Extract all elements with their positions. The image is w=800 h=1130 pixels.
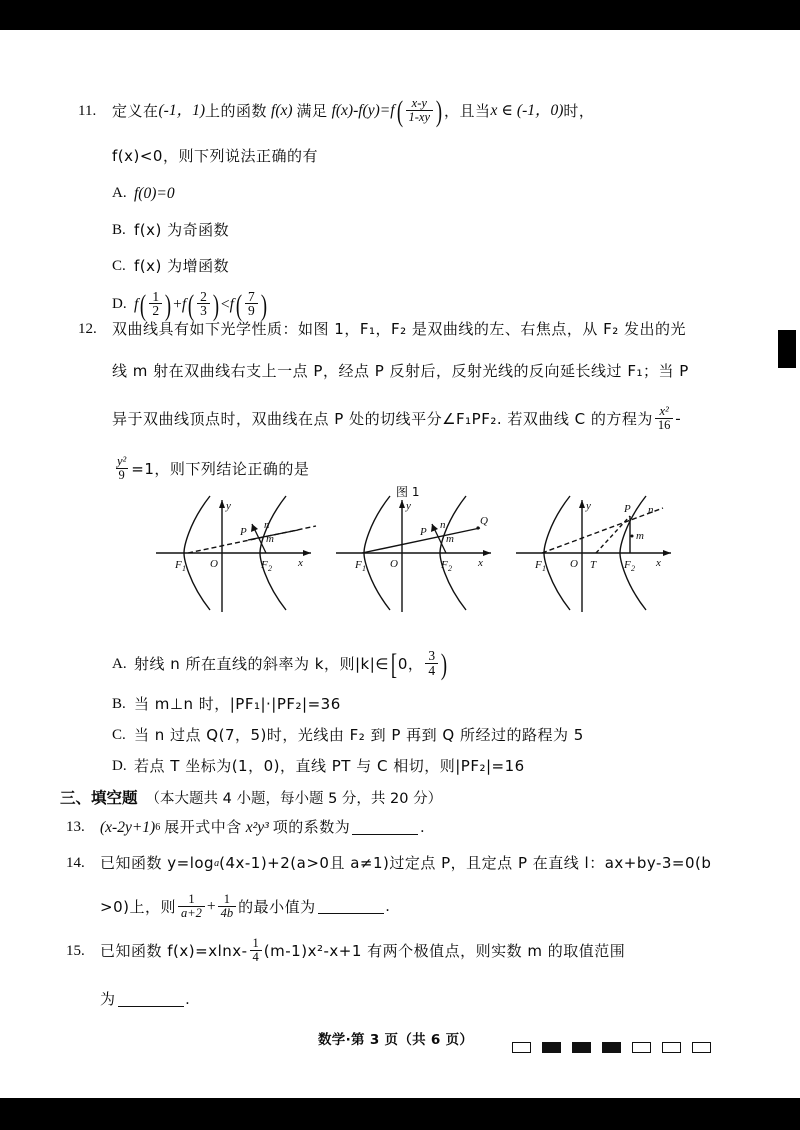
label-F1: F: [175, 559, 182, 571]
q13-exponent: 6: [155, 821, 161, 833]
q12-frac-y2-9: $\frac{\text{y²}}{9}$: [117, 454, 127, 482]
q11-option-c-letter: C.: [112, 257, 126, 274]
label-F2: F: [624, 559, 631, 571]
q11-option-a-text: f(0)=0: [134, 185, 175, 202]
svg-text:1: 1: [362, 564, 366, 573]
q13-answer-blank[interactable]: [352, 821, 418, 835]
label-P: P: [240, 526, 247, 538]
svg-text:2: 2: [448, 564, 452, 573]
q12-option-a-left-bound: 0，: [397, 654, 424, 673]
q11-equation: f(x)-f(y)=f: [331, 102, 395, 120]
q11-option-b-text: f(x) 为奇函数: [134, 220, 230, 239]
q12-option-c-text: 当 n 过点 Q(7，5)时，光线由 F₂ 到 P 再到 Q 所经过的路程为 5: [134, 726, 584, 744]
label-P: P: [624, 503, 631, 515]
q15-period: .: [185, 991, 190, 1008]
q11-in-symbol: ∈: [501, 102, 513, 120]
label-F2: F: [261, 559, 268, 571]
q15-line1-a: 已知函数 f(x)=xlnx-: [100, 941, 248, 960]
q12-option-a-text: 射线 n 所在直线的斜率为 k，则|k|∈: [134, 654, 389, 673]
q14-plus: +: [206, 898, 216, 916]
section-heading: 三、填空题: [60, 789, 138, 807]
q12-frac-x2-16: $\frac{\text{x²}}{16}$: [655, 405, 674, 431]
q12-option-c-letter: C.: [112, 727, 126, 743]
scan-marker: [662, 1042, 681, 1053]
q12-option-b-letter: B.: [112, 696, 126, 712]
q11-option-d-f2: f: [181, 295, 187, 313]
label-origin: O: [390, 558, 398, 570]
label-axis-y: y: [406, 500, 411, 512]
question-14-number: 14.: [66, 855, 85, 871]
q14-line2-a: >0)上，则: [100, 897, 176, 916]
question-13: [0, 820, 800, 836]
q11-option-c-text: f(x) 为增函数: [134, 256, 230, 275]
page-content: [0, 30, 800, 1098]
label-F1: F: [355, 559, 362, 571]
hyperbola-diagram-3: [508, 490, 684, 616]
label-m: m: [266, 533, 274, 545]
q15-answer-blank[interactable]: [118, 993, 184, 1007]
q14-frac-1: $\frac{1}{a+2}$: [178, 893, 205, 919]
label-n: n: [264, 519, 270, 531]
hyperbola-diagram-2: [328, 490, 504, 616]
q11-stem-a: 定义在: [112, 101, 159, 120]
section-heading-row: [60, 786, 442, 808]
q11-fraction: $\frac{x-y}{1-xy}$: [406, 97, 434, 123]
label-m: m: [446, 533, 454, 545]
q13-post-text: 项的系数为: [272, 818, 351, 837]
q14-log-base: a: [214, 857, 220, 869]
q15-line1-b: (m-1)x²-x+1 有两个极值点，则实数 m 的取值范围: [263, 941, 626, 960]
q14-frac-2: $\frac{1}{4b}$: [218, 893, 237, 919]
svg-text:2: 2: [631, 564, 635, 573]
label-axis-x: x: [298, 557, 303, 569]
scan-marker-group: [512, 1042, 711, 1053]
q12-line3: 异于双曲线顶点时，双曲线在点 P 处的切线平分∠F₁PF₂. 若双曲线 C 的方程为: [112, 409, 653, 428]
q15-line2-a: 为: [100, 990, 116, 1009]
question-13-number: 13.: [66, 819, 85, 836]
svg-text:1: 1: [542, 564, 546, 573]
question-15-number: 15.: [66, 942, 85, 959]
q13-mid-text: 展开式中含: [164, 818, 242, 837]
q11-option-d-letter: D.: [112, 296, 127, 312]
q14-line1-a: 已知函数 y=log: [100, 854, 215, 872]
label-P: P: [420, 526, 427, 538]
q12-option-a-frac: $\frac{3}{4}$: [425, 649, 438, 677]
q11-d-frac-2: $\frac{2}{3}$: [197, 290, 210, 318]
hyperbola-diagram-1: [148, 490, 324, 616]
top-scan-band: [0, 0, 800, 30]
q12-option-d-letter: D.: [112, 758, 127, 774]
label-axis-x: x: [478, 557, 483, 569]
q11-stem-b: 上的函数: [205, 101, 268, 120]
q14-line1-b: (4x-1)+2(a>0且 a≠1)过定点 P，且定点 P 在直线 l：ax+by-3=0(b: [219, 854, 712, 872]
minus-symbol: -: [675, 410, 681, 428]
question-11-number: 11.: [78, 102, 97, 119]
scan-marker: [692, 1042, 711, 1053]
q13-term: x²y³: [245, 819, 269, 836]
svg-text:2: 2: [268, 564, 272, 573]
label-T: T: [590, 559, 597, 571]
q11-stem-d: ，且当: [444, 101, 491, 120]
q15-frac: $\frac{1}{4}$: [250, 937, 262, 963]
scan-marker: [542, 1042, 561, 1053]
scan-marker: [512, 1042, 531, 1053]
label-origin: O: [570, 558, 578, 570]
question-11: 11. 定义在 (-1，1) 上的函数 f(x) 满足 f(x)-f(y)=f ( $\frac{x-y}{1-xy}$ ) ，且当 x ∈ (-1，0) 时， f(x)<0，则下列说法正确的有 A. f(0)=0 B. f(x) 为奇函数 C. f(x) 为增函数 D. f ( $\frac{1}{2}$ ) + f ( $\frac{2}{3}$ ) < f ( $\frac{7}{9}$ ): [78, 95, 595, 322]
question-14: [0, 856, 800, 920]
q12-option-b-text: 当 m⊥n 时，|PF₁|·|PF₂|=36: [134, 695, 341, 713]
q12-option-a-letter: A.: [112, 655, 127, 672]
q12-line1: 双曲线具有如下光学性质：如图 1，F₁，F₂ 是双曲线的左、右焦点，从 F₂ 发出的光: [112, 320, 687, 338]
label-Q: Q: [480, 515, 488, 527]
label-axis-y: y: [586, 500, 591, 512]
q12-option-d-text: 若点 T 坐标为(1，0)，直线 PT 与 C 相切，则|PF₂|=16: [134, 757, 525, 775]
footer-page-label: 数学·第 3 页（共 6 页）: [318, 1032, 474, 1048]
bottom-scan-band: [0, 1098, 800, 1130]
figure-caption: 图 1: [396, 485, 420, 499]
label-n: n: [440, 519, 446, 531]
q11-fx: f(x): [271, 102, 293, 120]
q11-stem-e: 时，: [563, 101, 595, 120]
q11-interval: (-1，1): [158, 102, 206, 120]
scan-marker: [572, 1042, 591, 1053]
svg-text:1: 1: [182, 564, 186, 573]
less-than-symbol: <: [220, 295, 230, 313]
q13-expression: (x-2y+1): [100, 819, 156, 836]
q11-option-d-f3: f: [229, 295, 234, 313]
label-axis-x: x: [656, 557, 661, 569]
q11-d-frac-1: $\frac{1}{2}$: [149, 290, 162, 318]
q11-range: (-1，0): [516, 102, 564, 120]
q14-period: .: [385, 898, 390, 916]
label-axis-y: y: [226, 500, 231, 512]
q14-line2-b: 的最小值为: [238, 897, 316, 916]
q11-option-a-letter: A.: [112, 185, 127, 202]
q11-stem-c: 满足: [296, 101, 328, 120]
q14-answer-blank[interactable]: [318, 900, 384, 914]
q11-d-frac-3: $\frac{7}{9}$: [245, 290, 258, 318]
label-m: m: [636, 530, 644, 542]
q11-option-d-f1: f: [134, 295, 139, 313]
label-n: n: [648, 504, 654, 516]
q11-x: x: [490, 102, 498, 120]
scan-marker: [632, 1042, 651, 1053]
section-subheading: （本大题共 4 小题，每小题 5 分，共 20 分）: [145, 790, 443, 807]
label-F2: F: [441, 559, 448, 571]
plus-symbol: +: [173, 295, 182, 313]
question-15: [0, 938, 800, 1008]
label-F1: F: [535, 559, 542, 571]
hyperbola-figures-group: [0, 490, 800, 622]
q11-stem-line2: f(x)<0，则下列说法正确的有: [112, 147, 318, 165]
scan-marker: [602, 1042, 621, 1053]
question-12-number: 12.: [78, 321, 97, 337]
label-origin: O: [210, 558, 218, 570]
q11-option-b-letter: B.: [112, 221, 126, 238]
q12-line4-tail: =1，则下列结论正确的是: [131, 459, 310, 478]
q12-line2: 线 m 射在双曲线右支上一点 P，经点 P 反射后，反射光线的反向延长线过 F₁；当 P: [112, 362, 689, 380]
question-12: 12. 双曲线具有如下光学性质：如图 1，F₁，F₂ 是双曲线的左、右焦点，从 F₂ 发出的光 线 m 射在双曲线右支上一点 P，经点 P 反射后，反射光线的反向延长线过 F₁；当 P 异于双曲线顶点时，双曲线在点 P 处的切线平分∠F₁PF₂. 若双曲线 C 的方程为 $\frac{\text{x²}}{16}$ - $\frac{\text{y²}}{9}$ =1，则下列结论正确的是 F 1 F 2 O x y P n m F 1 F 2 O x y P n m Q F 1 F 2 O T x y P n m 图 1 A. 射线 n 所在直线的斜率为 k，则|k|∈ [ 0， $\frac{3}{4}$ ) B. 当 m⊥n 时，|PF₁|·|PF₂|=36 C. 当 n 过点 Q(7，5)时，光线由 F₂ 到 P 再到 Q 所经过的路程为 5 D. 若点 T 坐标为(1，0)，直线 PT 与 C 相切，则|PF₂|=16: [0, 322, 800, 774]
q13-period: .: [420, 819, 425, 836]
